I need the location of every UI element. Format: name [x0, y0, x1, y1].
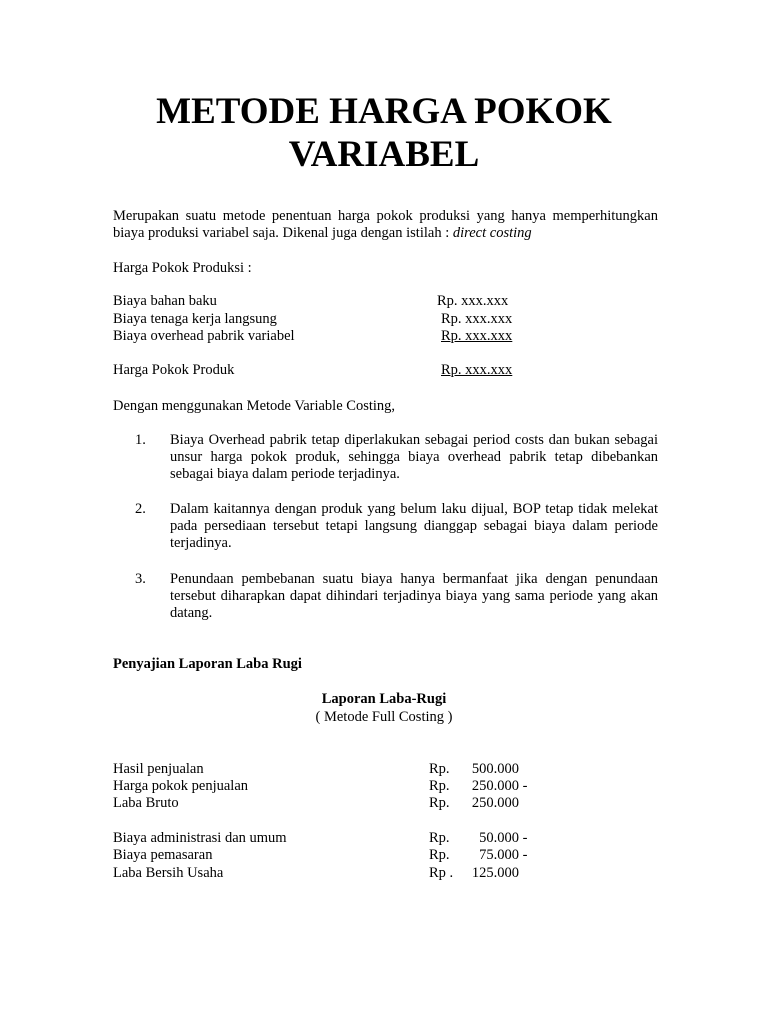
hpp-row-tenaga-kerja: [113, 311, 673, 328]
report-row-suffix: -: [519, 830, 528, 846]
document-title: [0, 90, 768, 176]
report-row-label: Hasil penjualan: [113, 761, 204, 777]
hpp-total-amount: Rp. xxx.xxx: [441, 362, 513, 378]
list-item-number: 1.: [135, 432, 146, 448]
intro-italic-term: direct costing: [452, 225, 532, 241]
report-row-currency: Rp.: [429, 795, 450, 811]
hpp-row-amount: Rp. xxx.xxx: [441, 328, 513, 344]
report-row-currency: Rp.: [429, 761, 450, 777]
report-row-laba-bersih: [113, 865, 673, 882]
title-line-1: METODE HARGA POKOK: [156, 91, 612, 132]
report-subtitle: ( Metode Full Costing ): [315, 709, 453, 725]
report-row-value: 250.000: [471, 795, 519, 811]
list-item-text: Penundaan pembebanan suatu biaya hanya bermanfaat jika dengan penundaan tersebut diharapkan dapat dihindari terjadinya biaya yang sama periode yang akan datang.: [170, 571, 658, 621]
intro-paragraph: [113, 208, 658, 242]
report-row-value: 125.000: [471, 865, 519, 881]
hpp-row-amount: Rp. xxx.xxx: [437, 293, 509, 309]
report-row-value: 500.000: [471, 761, 519, 777]
report-row-value: 50.000: [479, 830, 519, 846]
report-row-currency: Rp.: [429, 778, 450, 794]
report-row-currency: Rp .: [429, 865, 454, 881]
hpp-row-label: Biaya tenaga kerja langsung: [113, 311, 277, 327]
hpp-row-bahan-baku: [113, 293, 673, 310]
report-row-laba-bruto: [113, 795, 673, 812]
report-row-hpp: [113, 778, 673, 795]
report-row-label: Biaya administrasi dan umum: [113, 830, 287, 846]
report-row-hasil-penjualan: [113, 761, 673, 778]
report-row-label: Laba Bersih Usaha: [113, 865, 224, 881]
report-row-value: 75.000: [479, 847, 519, 863]
hpp-row-label: Biaya bahan baku: [113, 293, 217, 309]
report-row-biaya-administrasi: [113, 830, 673, 847]
hpp-total-label: Harga Pokok Produk: [113, 362, 235, 378]
hpp-row-label: Biaya overhead pabrik variabel: [113, 328, 295, 344]
report-row-currency: Rp.: [429, 830, 450, 846]
report-row-label: Harga pokok penjualan: [113, 778, 249, 794]
report-row-value: 250.000: [471, 778, 519, 794]
intro-text: Merupakan suatu metode penentuan harga pokok produksi yang hanya memperhitungkan biaya produksi variabel saja. Dikenal juga dengan istilah :: [113, 208, 658, 241]
list-item-number: 3.: [135, 571, 146, 587]
report-row-biaya-pemasaran: [113, 847, 673, 864]
hpp-row-amount: Rp. xxx.xxx: [441, 311, 513, 327]
list-item-text: Dalam kaitannya dengan produk yang belum laku dijual, BOP tetap tidak melekat pada persediaan tersebut tetapi langsung dianggap sebagai biaya dalam periode terjadinya.: [170, 501, 658, 551]
hpp-total-row: [113, 362, 673, 379]
hpp-heading: Harga Pokok Produksi :: [113, 260, 252, 276]
list-item-number: 2.: [135, 501, 146, 517]
list-item-text: Biaya Overhead pabrik tetap diperlakukan sebagai period costs dan bukan sebagai unsur harga pokok produk, sehingga biaya overhead pabrik tetap dibebankan sebagai biaya dalam periode terjadinya.: [170, 432, 658, 482]
report-row-suffix: -: [519, 847, 528, 863]
title-line-2: VARIABEL: [288, 134, 480, 175]
report-title: Laporan Laba-Rugi: [321, 691, 447, 707]
report-row-suffix: -: [519, 778, 528, 794]
report-row-label: Laba Bruto: [113, 795, 179, 811]
variable-costing-intro: Dengan menggunakan Metode Variable Costing,: [113, 398, 396, 414]
section-heading: Penyajian Laporan Laba Rugi: [113, 656, 302, 672]
hpp-row-overhead: [113, 328, 673, 345]
report-row-currency: Rp.: [429, 847, 450, 863]
report-row-label: Biaya pemasaran: [113, 847, 213, 863]
